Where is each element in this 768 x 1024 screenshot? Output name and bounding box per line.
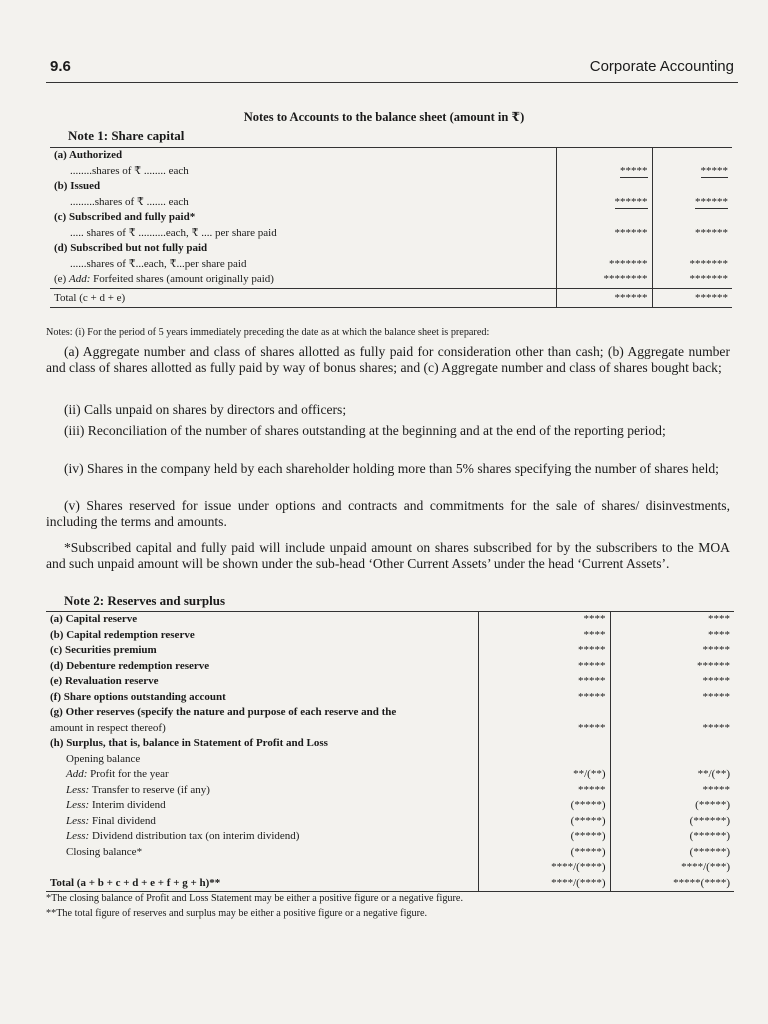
table-row bbox=[46, 690, 734, 706]
previous-year-value: *****(****) bbox=[610, 876, 734, 892]
page-number: 9.6 bbox=[50, 58, 71, 75]
table-row bbox=[46, 736, 734, 752]
table-row bbox=[46, 659, 734, 675]
row-label: Add: Profit for the year bbox=[46, 767, 478, 783]
row-label: (a) Capital reserve bbox=[46, 612, 478, 628]
table-row bbox=[46, 798, 734, 814]
previous-year-value: (******) bbox=[689, 845, 730, 858]
current-year-value: ****** bbox=[556, 226, 652, 242]
table-row bbox=[46, 674, 734, 690]
previous-year-value: ****** bbox=[652, 288, 732, 307]
paragraph: (v) Shares reserved for issue under options and contracts and commitments for the sale of shares/ disinvestments, including the terms and amounts. bbox=[46, 498, 730, 530]
row-label: Closing balance* bbox=[46, 845, 478, 861]
current-year-value: ***** bbox=[478, 659, 610, 675]
row-label: Less: Transfer to reserve (if any) bbox=[46, 783, 478, 799]
table-row bbox=[46, 705, 734, 721]
row-label: Total (a + b + c + d + e + f + g + h)** bbox=[46, 876, 478, 892]
row-label: Less: Interim dividend bbox=[46, 798, 478, 814]
footnote: **The total figure of reserves and surplus may be either a positive figure or a negative figure. bbox=[46, 908, 428, 919]
table-row bbox=[50, 148, 732, 164]
current-year-value: ***** bbox=[478, 783, 610, 799]
current-year-value: ****/(****) bbox=[478, 876, 610, 892]
row-label: (e) Add: Forfeited shares (amount originally paid) bbox=[50, 272, 556, 288]
table-row bbox=[46, 767, 734, 783]
paragraph: *Subscribed capital and fully paid will include unpaid amount on shares subscribed for by the subscribers to the MOA and such unpaid amount will be shown under the sub-head ‘Other Current Assets’ under the head ‘Current Assets’. bbox=[46, 540, 730, 572]
previous-year-value: ***** bbox=[702, 644, 730, 656]
row-label: .........shares of ₹ ....... each bbox=[50, 195, 556, 211]
note2-title: Note 2: Reserves and surplus bbox=[64, 593, 226, 608]
previous-year-value bbox=[652, 148, 732, 164]
table-row bbox=[46, 860, 734, 876]
table-row bbox=[50, 241, 732, 257]
previous-year-value: **** bbox=[610, 612, 734, 628]
current-year-value bbox=[556, 148, 652, 164]
table-row bbox=[50, 179, 732, 195]
page-heading: Notes to Accounts to the balance sheet (amount in ₹) bbox=[243, 110, 525, 124]
table-row bbox=[46, 643, 734, 659]
previous-year-value: ******* bbox=[689, 257, 728, 270]
table-row bbox=[50, 164, 732, 180]
header-rule bbox=[46, 82, 738, 83]
current-year-value: ******* bbox=[556, 257, 652, 273]
table-row bbox=[46, 721, 734, 737]
previous-year-value: ****** bbox=[697, 659, 730, 672]
total-row bbox=[50, 288, 732, 307]
previous-year-value: ***** bbox=[700, 164, 728, 177]
row-label: ..... shares of ₹ ..........each, ₹ .... per share paid bbox=[50, 226, 556, 242]
current-year-value: **** bbox=[478, 628, 610, 644]
row-label: (b) Issued bbox=[50, 179, 556, 195]
footnote: *The closing balance of Profit and Loss Statement may be either a positive figure or a negative figure. bbox=[46, 893, 463, 904]
paragraph: (iii) Reconciliation of the number of shares outstanding at the beginning and at the end of the reporting period; bbox=[64, 423, 666, 438]
row-label: amount in respect thereof) bbox=[46, 721, 478, 737]
current-year-value: (*****) bbox=[478, 845, 610, 861]
current-year-value: (*****) bbox=[478, 798, 610, 814]
row-label: Opening balance bbox=[46, 752, 478, 768]
current-year-value: ****** bbox=[556, 288, 652, 307]
row-label bbox=[46, 860, 478, 876]
table-row bbox=[50, 272, 732, 288]
table-row bbox=[46, 814, 734, 830]
total-row bbox=[46, 876, 734, 892]
current-year-value: (*****) bbox=[478, 814, 610, 830]
previous-year-value: ******* bbox=[652, 272, 732, 288]
table-row bbox=[50, 195, 732, 211]
current-year-value: ***** bbox=[478, 674, 610, 690]
current-year-value: ****** bbox=[614, 195, 648, 208]
current-year-value: ******** bbox=[556, 272, 652, 288]
row-label: Less: Final dividend bbox=[46, 814, 478, 830]
row-label: Less: Dividend distribution tax (on interim dividend) bbox=[46, 829, 478, 845]
reserves-surplus-table bbox=[46, 611, 734, 892]
current-year-value: (*****) bbox=[478, 829, 610, 845]
previous-year-value: ****** bbox=[695, 226, 728, 239]
table-row bbox=[46, 829, 734, 845]
row-label: (e) Revaluation reserve bbox=[46, 674, 478, 690]
row-label: (c) Securities premium bbox=[46, 643, 478, 659]
row-label: Total (c + d + e) bbox=[50, 288, 556, 307]
table-row bbox=[46, 783, 734, 799]
row-label: (d) Subscribed but not fully paid bbox=[50, 241, 556, 257]
current-year-value: ***** bbox=[478, 643, 610, 659]
previous-year-value: ***** bbox=[702, 721, 730, 734]
notes-intro: Notes: (i) For the period of 5 years immediately preceding the date as at which the balance sheet is prepared: bbox=[46, 327, 490, 338]
paragraph: (a) Aggregate number and class of shares allotted as fully paid for consideration other than cash; (b) Aggregate number and class of shares allotted as fully paid by way of bonus shares; and (c) Aggregate number and class of shares bought back; bbox=[46, 344, 730, 376]
row-label: ......shares of ₹...each, ₹...per share paid bbox=[50, 257, 556, 273]
previous-year-value: (******) bbox=[689, 830, 730, 842]
row-label: (b) Capital redemption reserve bbox=[46, 628, 478, 644]
previous-year-value: ***** bbox=[702, 690, 730, 703]
previous-year-value: **/(**) bbox=[697, 768, 730, 780]
table-row bbox=[46, 845, 734, 861]
current-year-value: **** bbox=[478, 612, 610, 628]
row-label: (h) Surplus, that is, balance in Statement of Profit and Loss bbox=[46, 736, 478, 752]
paragraph: (iv) Shares in the company held by each shareholder holding more than 5% shares specifying the number of shares held; bbox=[64, 461, 719, 476]
previous-year-value: (******) bbox=[689, 814, 730, 827]
previous-year-value: ***** bbox=[702, 675, 730, 687]
table-row bbox=[50, 226, 732, 242]
row-label: (f) Share options outstanding account bbox=[46, 690, 478, 706]
previous-year-value: ***** bbox=[702, 783, 730, 796]
previous-year-value: **** bbox=[708, 628, 730, 641]
previous-year-value: ****/(***) bbox=[681, 861, 730, 873]
current-year-value: **/(**) bbox=[478, 767, 610, 783]
table-row bbox=[50, 210, 732, 226]
table-row bbox=[46, 628, 734, 644]
row-label: ........shares of ₹ ........ each bbox=[50, 164, 556, 180]
table-row bbox=[46, 752, 734, 768]
current-year-value: ***** bbox=[620, 164, 648, 177]
table-row bbox=[46, 612, 734, 628]
previous-year-value: (*****) bbox=[695, 799, 730, 811]
previous-year-value: ****** bbox=[695, 195, 728, 208]
current-year-value: ***** bbox=[478, 690, 610, 706]
row-label: (g) Other reserves (specify the nature and purpose of each reserve and the bbox=[46, 705, 478, 721]
paragraph: (ii) Calls unpaid on shares by directors and officers; bbox=[64, 402, 347, 417]
row-label: (d) Debenture redemption reserve bbox=[46, 659, 478, 675]
share-capital-table bbox=[50, 147, 732, 308]
current-year-value: ***** bbox=[478, 721, 610, 737]
row-label: (a) Authorized bbox=[50, 148, 556, 164]
note1-title: Note 1: Share capital bbox=[68, 128, 185, 143]
running-title: Corporate Accounting bbox=[589, 58, 734, 75]
table-row bbox=[50, 257, 732, 273]
row-label: (c) Subscribed and fully paid* bbox=[50, 210, 556, 226]
current-year-value: ****/(****) bbox=[478, 860, 610, 876]
